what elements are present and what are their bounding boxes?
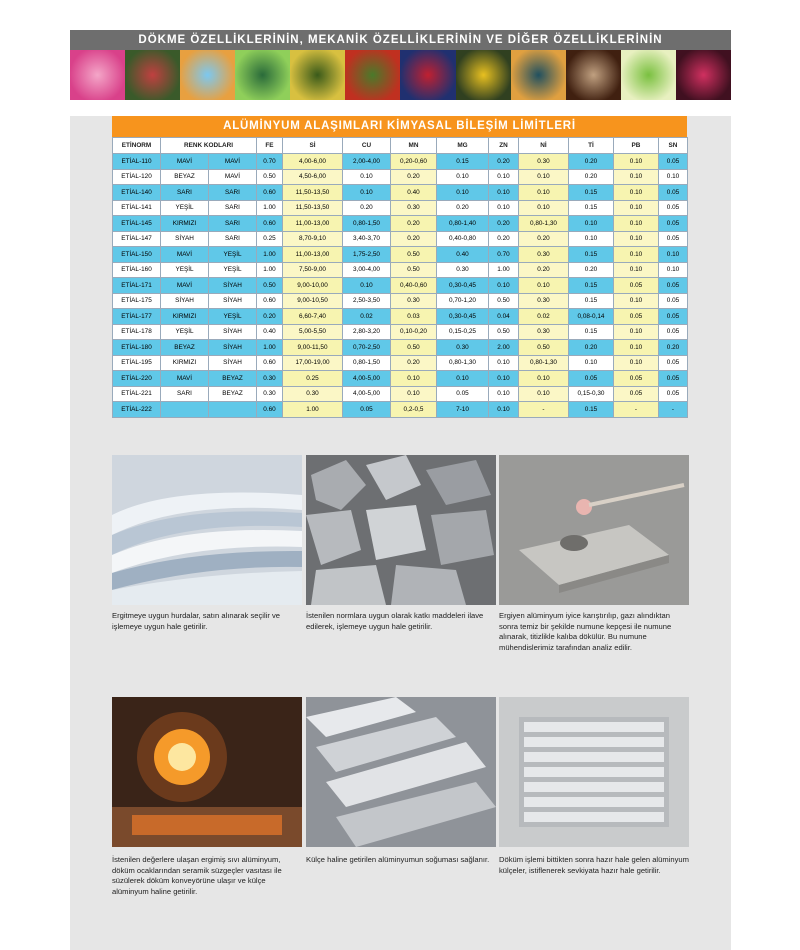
table-cell — [161, 402, 209, 418]
table-cell: 5,00-5,50 — [283, 324, 343, 340]
table-cell: 0.10 — [569, 355, 614, 371]
table-cell: 0.60 — [257, 216, 283, 232]
table-cell: BEYAZ — [209, 386, 257, 402]
table-cell: 0.05 — [569, 371, 614, 387]
scrap-sheets-photo — [112, 455, 302, 605]
table-cell: 1.00 — [257, 340, 283, 356]
table-cell: 0.70 — [489, 247, 519, 263]
table-cell: 0.20 — [489, 231, 519, 247]
header-mg: MG — [437, 138, 489, 154]
composition-table — [112, 137, 688, 418]
table-cell: 0.05 — [659, 154, 688, 170]
table-cell: 0.10 — [569, 231, 614, 247]
table-cell: 0.10 — [391, 386, 437, 402]
table-cell: 2,50-3,50 — [343, 293, 391, 309]
table-cell: 0.10 — [659, 169, 688, 185]
table-cell: 2.00 — [489, 340, 519, 356]
table-cell: ETİAL-195 — [113, 355, 161, 371]
table-cell: 0,15-0,30 — [569, 386, 614, 402]
table-cell: 0.05 — [659, 371, 688, 387]
table-cell: 0.20 — [437, 200, 489, 216]
table-cell: 0.04 — [489, 309, 519, 325]
table-cell: 0.10 — [614, 340, 659, 356]
table-cell: 0.30 — [437, 340, 489, 356]
table-cell: ETİAL-110 — [113, 154, 161, 170]
table-cell: 0.30 — [257, 386, 283, 402]
table-cell: 4,00-5,00 — [343, 386, 391, 402]
page-header-title: DÖKME ÖZELLİKLERİNİN, MEKANİK ÖZELLİKLERİNİN VE DİĞER ÖZELLİKLERİNİN — [70, 30, 731, 50]
table-cell: 0.10 — [614, 293, 659, 309]
table-cell: 0.70 — [257, 154, 283, 170]
table-cell: 0,30-0,45 — [437, 309, 489, 325]
table-cell: 0.05 — [614, 371, 659, 387]
table-cell: KIRMIZI — [161, 355, 209, 371]
table-cell: 1.00 — [257, 247, 283, 263]
table-row — [113, 309, 688, 325]
table-cell: 0.15 — [437, 154, 489, 170]
table-cell: 0.40 — [391, 185, 437, 201]
table-cell: 0.05 — [659, 309, 688, 325]
table-cell: 0,80-1,40 — [437, 216, 489, 232]
table-cell: 0.05 — [659, 355, 688, 371]
table-cell: 0.05 — [614, 278, 659, 294]
table-cell: ETİAL-177 — [113, 309, 161, 325]
table-cell: 0.05 — [614, 309, 659, 325]
table-cell: 0.25 — [283, 371, 343, 387]
table-row — [113, 293, 688, 309]
table-cell: 0.10 — [489, 386, 519, 402]
table-cell: ETİAL-178 — [113, 324, 161, 340]
table-cell: 7-10 — [437, 402, 489, 418]
table-cell: SİYAH — [161, 293, 209, 309]
table-row — [113, 169, 688, 185]
table-cell: 0.10 — [343, 278, 391, 294]
table-row — [113, 402, 688, 418]
table-cell: ETİAL-220 — [113, 371, 161, 387]
table-cell: 0.10 — [519, 278, 569, 294]
table-cell: 0,70-2,50 — [343, 340, 391, 356]
table-cell: 0.05 — [343, 402, 391, 418]
table-cell: 4,00-5,00 — [343, 371, 391, 387]
table-cell: 0.30 — [437, 262, 489, 278]
table-cell: 0.10 — [614, 200, 659, 216]
table-cell: 11,50-13,50 — [283, 200, 343, 216]
table-cell: 9,00-10,50 — [283, 293, 343, 309]
table-cell: 0.05 — [614, 386, 659, 402]
furnace-pouring-caption: İstenilen değerlere ulaşan ergimiş sıvı alüminyum, döküm ocaklarından seramik süzgeçler vasıtası ile süzülerek döküm konveyörüne ulaşır ve külçe alüminyum haline getirilir. — [112, 855, 282, 896]
table-cell: 0.10 — [519, 386, 569, 402]
table-cell: 0.20 — [519, 262, 569, 278]
table-cell: 0.60 — [257, 185, 283, 201]
table-cell: 0.30 — [519, 324, 569, 340]
furnace-pouring-photo — [112, 697, 302, 847]
header-zn: ZN — [489, 138, 519, 154]
table-cell: 0,30-0,45 — [437, 278, 489, 294]
table-cell: 0,80-1,30 — [519, 355, 569, 371]
ladybug-photo — [345, 50, 400, 100]
table-cell: 0.20 — [391, 216, 437, 232]
table-cell: 0.15 — [569, 278, 614, 294]
table-cell: MAVİ — [161, 154, 209, 170]
table-cell: 0.10 — [519, 185, 569, 201]
table-cell: 2,00-4,00 — [343, 154, 391, 170]
table-cell: 17,00-19,00 — [283, 355, 343, 371]
table-cell: YEŞİL — [161, 262, 209, 278]
table-row — [113, 355, 688, 371]
table-cell: 0.20 — [519, 231, 569, 247]
bird-photo — [125, 50, 180, 100]
header-ni: Nİ — [519, 138, 569, 154]
table-cell: 0.10 — [519, 169, 569, 185]
table-cell: SARI — [209, 216, 257, 232]
table-cell: 1,75-2,50 — [343, 247, 391, 263]
table-cell: 0.10 — [614, 324, 659, 340]
table-cell: 0.10 — [519, 200, 569, 216]
table-cell: 0.10 — [569, 216, 614, 232]
header-ti: Tİ — [569, 138, 614, 154]
table-cell: SİYAH — [161, 231, 209, 247]
table-cell: 0,08-0,14 — [569, 309, 614, 325]
table-header-row — [113, 138, 688, 154]
scrap-sheets-caption: Ergitmeye uygun hurdalar, satın alınarak seçilir ve işlemeye uygun hale getirilir. — [112, 611, 280, 631]
table-cell: 9,00-11,50 — [283, 340, 343, 356]
table-cell: 0.10 — [614, 185, 659, 201]
table-cell: BEYAZ — [209, 371, 257, 387]
table-cell: 0.10 — [614, 247, 659, 263]
table-cell: SARI — [209, 200, 257, 216]
table-cell: 0,80-1,50 — [343, 355, 391, 371]
pink-eye-photo — [676, 50, 731, 100]
table-cell: 0,80-1,50 — [343, 216, 391, 232]
table-cell: 3,40-3,70 — [343, 231, 391, 247]
table-cell: 0.15 — [569, 247, 614, 263]
table-cell: ETİAL-175 — [113, 293, 161, 309]
table-cell: MAVİ — [161, 247, 209, 263]
table-cell: 0.05 — [659, 185, 688, 201]
table-cell: BEYAZ — [161, 169, 209, 185]
table-cell: ETİAL-160 — [113, 262, 161, 278]
table-cell: 0.40 — [437, 247, 489, 263]
table-cell: ETİAL-150 — [113, 247, 161, 263]
table-cell: 0.02 — [519, 309, 569, 325]
green-leaf-drops-photo — [621, 50, 676, 100]
table-cell: YEŞİL — [161, 324, 209, 340]
table-cell: 0.20 — [391, 169, 437, 185]
yellow-flower-photo — [456, 50, 511, 100]
table-cell: 0.05 — [659, 324, 688, 340]
table-cell: 0.30 — [391, 200, 437, 216]
table-cell: 0.50 — [257, 169, 283, 185]
water-drop-photo — [290, 50, 345, 100]
table-cell: 0.10 — [489, 402, 519, 418]
table-cell: 0.50 — [519, 340, 569, 356]
table-cell: ETİAL-180 — [113, 340, 161, 356]
table-cell: 0,80-1,30 — [519, 216, 569, 232]
table-cell: 0.15 — [569, 324, 614, 340]
table-cell: 0.10 — [489, 185, 519, 201]
table-cell: 0.05 — [659, 386, 688, 402]
table-cell: 0.20 — [489, 154, 519, 170]
table-cell: 4,00-6,00 — [283, 154, 343, 170]
table-cell: YEŞİL — [209, 309, 257, 325]
header-mn: MN — [391, 138, 437, 154]
header-fe: FE — [257, 138, 283, 154]
table-cell: 0.60 — [257, 355, 283, 371]
table-cell: 0.10 — [519, 371, 569, 387]
table-cell: 0.20 — [257, 309, 283, 325]
table-cell: 0.30 — [391, 293, 437, 309]
table-cell: 0.10 — [614, 154, 659, 170]
stacked-ingots-photo — [499, 697, 689, 847]
dartboard-photo — [400, 50, 455, 100]
table-cell: 0,40-0,60 — [391, 278, 437, 294]
table-cell: YEŞİL — [209, 262, 257, 278]
table-cell: 0.15 — [569, 185, 614, 201]
table-cell: 1.00 — [489, 262, 519, 278]
table-cell: 0.30 — [283, 386, 343, 402]
table-cell: ETİAL-145 — [113, 216, 161, 232]
header-pb: PB — [614, 138, 659, 154]
table-cell: 0.40 — [257, 324, 283, 340]
table-cell: ETİAL-147 — [113, 231, 161, 247]
table-cell: MAVİ — [161, 278, 209, 294]
table-cell: MAVİ — [161, 371, 209, 387]
table-cell: 0.10 — [437, 169, 489, 185]
table-cell: 0.20 — [391, 231, 437, 247]
table-cell: 1.00 — [257, 262, 283, 278]
table-cell: 0.20 — [391, 355, 437, 371]
table-cell: 0.05 — [659, 200, 688, 216]
sample-mold-caption: Ergiyen alüminyum iyice karıştırılıp, gazı alındıktan sonra temiz bir şekilde numune kepçesi ile numune alınarak, titizlikle kalıba dökülür. Bu numune mühendislerimiz tarafından analiz edilir. — [499, 611, 672, 652]
table-cell: 7,50-9,00 — [283, 262, 343, 278]
ingot-closeup-photo — [306, 697, 496, 847]
table-row — [113, 340, 688, 356]
table-cell: 6,60-7,40 — [283, 309, 343, 325]
additive-metal-rocks-caption: İstenilen normlara uygun olarak katkı maddeleri ilave edilerek, işlemeye uygun hale getirilir. — [306, 611, 484, 631]
table-cell: 0.60 — [257, 402, 283, 418]
table-cell: BEYAZ — [161, 340, 209, 356]
table-cell: 0,15-0,25 — [437, 324, 489, 340]
table-cell: ETİAL-222 — [113, 402, 161, 418]
table-cell: 0.10 — [489, 200, 519, 216]
table-cell: 0,2-0,5 — [391, 402, 437, 418]
table-cell: 0.10 — [437, 185, 489, 201]
table-cell: 0.10 — [614, 231, 659, 247]
table-cell: 11,50-13,50 — [283, 185, 343, 201]
table-row — [113, 200, 688, 216]
table-cell: 0.15 — [569, 293, 614, 309]
table-cell: 0.30 — [519, 293, 569, 309]
table-cell: 1.00 — [283, 402, 343, 418]
table-row — [113, 386, 688, 402]
table-cell: 0.50 — [257, 278, 283, 294]
table-cell — [209, 402, 257, 418]
table-cell: 0.50 — [391, 340, 437, 356]
composition-table-section — [112, 116, 687, 418]
table-cell: 0.20 — [569, 169, 614, 185]
table-cell: YEŞİL — [209, 247, 257, 263]
table-cell: SARI — [161, 386, 209, 402]
table-cell: 0.05 — [659, 293, 688, 309]
table-cell: SARI — [161, 185, 209, 201]
table-cell: 0.20 — [343, 200, 391, 216]
table-cell: 0.10 — [489, 278, 519, 294]
table-cell: 0.05 — [659, 216, 688, 232]
table-cell: ETİAL-221 — [113, 386, 161, 402]
table-cell: 0.10 — [614, 355, 659, 371]
table-cell: 0.05 — [659, 278, 688, 294]
table-cell: KIRMIZI — [161, 309, 209, 325]
table-cell: 0.15 — [569, 200, 614, 216]
table-cell: 0,10-0,20 — [391, 324, 437, 340]
table-cell: 0.30 — [519, 154, 569, 170]
table-cell: 0,80-1,30 — [437, 355, 489, 371]
banner-strip — [70, 50, 731, 100]
table-cell: 0.20 — [569, 340, 614, 356]
table-row — [113, 371, 688, 387]
table-cell: 0.05 — [437, 386, 489, 402]
table-cell: 0.10 — [614, 169, 659, 185]
table-cell: 8,70-9,10 — [283, 231, 343, 247]
table-cell: 0.50 — [391, 262, 437, 278]
table-cell: ETİAL-141 — [113, 200, 161, 216]
table-cell: 11,00-13,00 — [283, 247, 343, 263]
table-cell: 0.20 — [569, 154, 614, 170]
additive-metal-rocks-photo — [306, 455, 496, 605]
table-cell: 0.20 — [489, 216, 519, 232]
table-title: ALÜMİNYUM ALAŞIMLARI KİMYASAL BİLEŞİM LİMİTLERİ — [112, 116, 687, 137]
table-cell: 0.20 — [569, 262, 614, 278]
table-cell: 0.05 — [659, 231, 688, 247]
stacked-ingots-caption: Döküm işlemi bittikten sonra hazır hale gelen alüminyum külçeler, istiflenerek sevkiyata hazır hale getirilir. — [499, 855, 689, 875]
table-cell: YEŞİL — [161, 200, 209, 216]
peacock-feather-photo — [235, 50, 290, 100]
table-cell: SİYAH — [209, 340, 257, 356]
table-cell: MAVİ — [209, 169, 257, 185]
pony-toy-photo — [180, 50, 235, 100]
table-cell: SİYAH — [209, 278, 257, 294]
table-row — [113, 154, 688, 170]
table-cell: 0.10 — [437, 371, 489, 387]
table-row — [113, 231, 688, 247]
table-row — [113, 278, 688, 294]
table-cell: 0.10 — [343, 185, 391, 201]
table-cell: 0.10 — [489, 169, 519, 185]
table-cell: ETİAL-120 — [113, 169, 161, 185]
table-cell: 3,00-4,00 — [343, 262, 391, 278]
table-cell: 0.15 — [569, 402, 614, 418]
table-cell: 0.10 — [343, 169, 391, 185]
table-cell: ETİAL-140 — [113, 185, 161, 201]
header-etinorm: ETİNORM — [113, 138, 161, 154]
table-cell: 0.03 — [391, 309, 437, 325]
table-cell: 0.50 — [489, 293, 519, 309]
table-cell: 4,50-6,00 — [283, 169, 343, 185]
table-cell: SARI — [209, 231, 257, 247]
table-cell: 9,00-10,00 — [283, 278, 343, 294]
table-cell: 0.60 — [257, 293, 283, 309]
table-cell: 0.02 — [343, 309, 391, 325]
ingot-closeup-caption: Külçe haline getirilen alüminyumun soğuması sağlanır. — [306, 855, 490, 864]
table-cell: 0.25 — [257, 231, 283, 247]
table-row — [113, 216, 688, 232]
header-cu: CU — [343, 138, 391, 154]
table-cell: 0.10 — [659, 247, 688, 263]
table-cell: MAVİ — [209, 154, 257, 170]
table-cell: 1.00 — [257, 200, 283, 216]
table-cell: 0.50 — [489, 324, 519, 340]
sample-mold-photo — [499, 455, 689, 605]
table-cell: - — [614, 402, 659, 418]
table-cell: SARI — [209, 185, 257, 201]
table-cell: ETİAL-171 — [113, 278, 161, 294]
table-cell: 0.10 — [489, 355, 519, 371]
header-renk-kodlari: RENK KODLARI — [161, 138, 257, 154]
table-cell: 0,20-0,60 — [391, 154, 437, 170]
pattern-photo — [511, 50, 566, 100]
table-cell: SİYAH — [209, 293, 257, 309]
table-cell: 2,80-3,20 — [343, 324, 391, 340]
table-cell: 0.10 — [391, 371, 437, 387]
pink-flower-photo — [70, 50, 125, 100]
header-si: Sİ — [283, 138, 343, 154]
table-cell: 0.10 — [614, 216, 659, 232]
table-cell: KIRMIZI — [161, 216, 209, 232]
table-row — [113, 324, 688, 340]
table-row — [113, 247, 688, 263]
table-row — [113, 262, 688, 278]
table-cell: 0,40-0,80 — [437, 231, 489, 247]
table-cell: 11,00-13,00 — [283, 216, 343, 232]
table-cell: 0.10 — [489, 371, 519, 387]
table-cell: 0.30 — [257, 371, 283, 387]
table-cell: 0.20 — [659, 340, 688, 356]
table-cell: SİYAH — [209, 324, 257, 340]
table-cell: 0,70-1,20 — [437, 293, 489, 309]
header-sn: SN — [659, 138, 688, 154]
table-cell: 0.30 — [519, 247, 569, 263]
table-cell: 0.10 — [659, 262, 688, 278]
table-cell: 0.50 — [391, 247, 437, 263]
table-cell: - — [519, 402, 569, 418]
table-cell: 0.10 — [614, 262, 659, 278]
butterfly-photo — [566, 50, 621, 100]
table-row — [113, 185, 688, 201]
table-cell: - — [659, 402, 688, 418]
table-cell: SİYAH — [209, 355, 257, 371]
